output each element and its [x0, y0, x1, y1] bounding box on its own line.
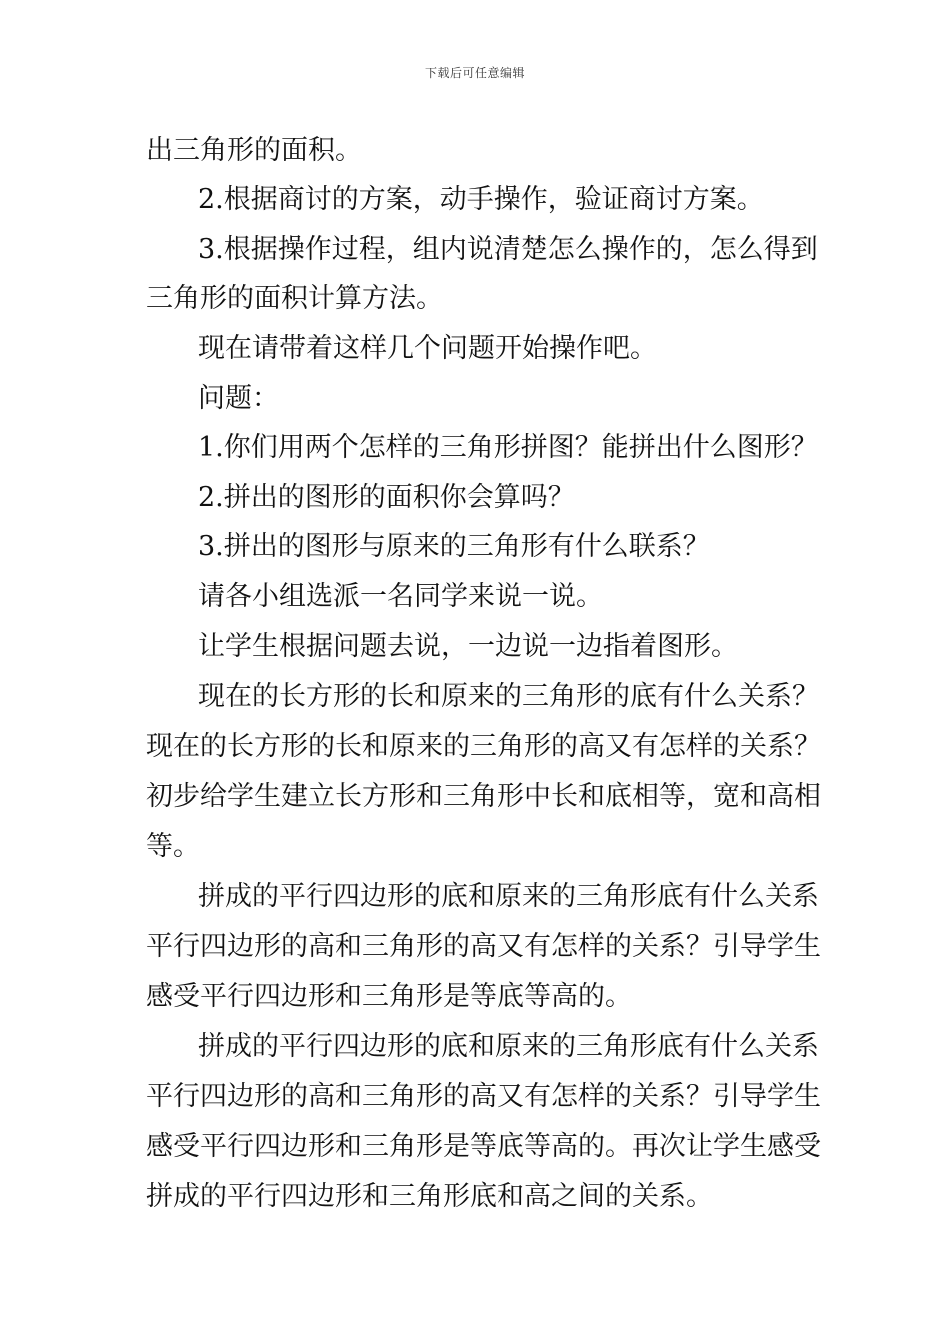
text-line: 2.拼出的图形的面积你会算吗？	[198, 482, 575, 513]
text-line: 出三角形的面积。	[146, 135, 362, 166]
text-line: 感受平行四边形和三角形是等底等高的。	[146, 981, 632, 1012]
text-line: 现在的长方形的长和原来的三角形的底有什么关系？	[198, 681, 819, 712]
text-line: 2.根据商讨的方案，动手操作，验证商讨方案。	[198, 184, 764, 215]
text-line: 1.你们用两个怎样的三角形拼图？能拼出什么图形？	[198, 432, 818, 463]
text-line: 拼成的平行四边形的底和原来的三角形底有什么关系	[198, 1031, 819, 1062]
text-line: 三角形的面积计算方法。	[146, 283, 443, 314]
text-line: 初步给学生建立长方形和三角形中长和底相等，宽和高相	[146, 781, 821, 812]
text-line: 平行四边形的高和三角形的高又有怎样的关系？引导学生	[146, 1081, 821, 1112]
text-line: 3.根据操作过程，组内说清楚怎么操作的，怎么得到	[198, 234, 818, 265]
text-line: 现在请带着这样几个问题开始操作吧。	[198, 333, 657, 364]
text-line: 让学生根据问题去说，一边说一边指着图形。	[198, 631, 738, 662]
text-line: 3.拼出的图形与原来的三角形有什么联系？	[198, 531, 710, 562]
text-line: 请各小组选派一名同学来说一说。	[198, 581, 603, 612]
text-line: 感受平行四边形和三角形是等底等高的。再次让学生感受	[146, 1131, 821, 1162]
text-line: 现在的长方形的长和原来的三角形的高又有怎样的关系？	[146, 731, 821, 762]
text-line: 平行四边形的高和三角形的高又有怎样的关系？引导学生	[146, 931, 821, 962]
text-line: 拼成的平行四边形和三角形底和高之间的关系。	[146, 1181, 713, 1212]
text-line: 等。	[146, 831, 200, 862]
text-line: 拼成的平行四边形的底和原来的三角形底有什么关系	[198, 881, 819, 912]
page-header: 下载后可任意编辑	[424, 66, 525, 80]
text-line: 问题：	[198, 383, 279, 414]
